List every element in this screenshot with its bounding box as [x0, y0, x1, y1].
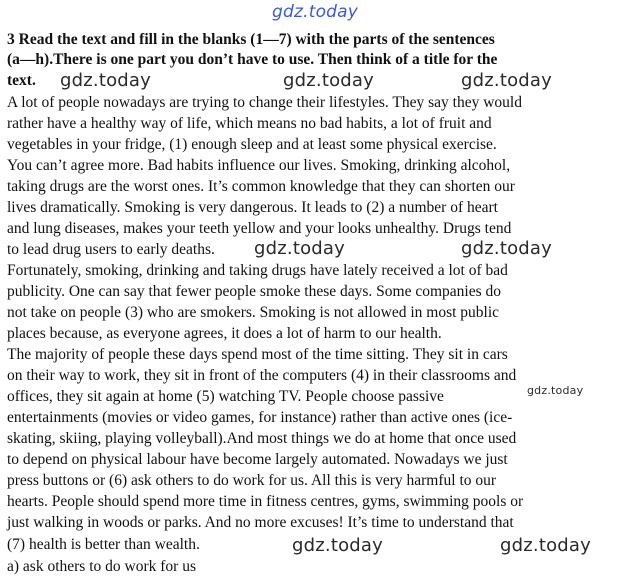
watermark: gdz.today [254, 238, 346, 259]
passage-line: lives dramatically. Smoking is very dangerous. It leads to (2) a number of heart [7, 199, 498, 216]
passage-line: hearts. People should spend more time in fitness centres, gyms, swimming pools or [7, 493, 524, 510]
passage-line: The majority of people these days spend most of the time sitting. They sit in cars [7, 346, 508, 363]
passage-line: Fortunately, smoking, drinking and taking drugs have lately received a lot of bad [7, 262, 508, 279]
watermark: gdz.today [461, 70, 553, 91]
passage-line: press buttons or (6) ask others to do work for us. All this is very harmful to our [7, 472, 497, 489]
passage-line: not take on people (3) who are smokers. Smoking is not allowed in most public [7, 304, 500, 321]
passage-line: offices, they sit again at home (5) watching TV. People choose passive [7, 388, 444, 405]
watermark: gdz.today [500, 535, 592, 556]
watermark: gdz.today [527, 384, 584, 397]
watermark: gdz.today [60, 70, 152, 91]
watermark: gdz.today [283, 70, 375, 91]
passage-line: and lung diseases, makes your teeth yellow and your looks unhealthy. Drugs tend [7, 220, 512, 237]
watermark: gdz.today [461, 238, 553, 259]
passage-line: publicity. One can say that fewer people smoke these days. Some companies do [7, 283, 501, 300]
passage-line: entertainments (movies or video games, for instance) rather than active ones (ice- [7, 409, 513, 426]
passage-line: rather have a healthy way of life, which means no bad habits, a lot of fruit and [7, 115, 492, 132]
passage-line: to lead drug users to early deaths. [7, 241, 215, 258]
passage-line: A lot of people nowadays are trying to change their lifestyles. They say they would [7, 94, 522, 111]
heading-line-3: text. [7, 72, 36, 89]
watermark-top: gdz.today [272, 2, 359, 22]
answer-option-a: a) ask others to do work for us [7, 558, 196, 575]
passage-line: You can’t agree more. Bad habits influence our lives. Smoking, drinking alcohol, [7, 157, 511, 174]
passage-line: skating, skiing, playing volleyball).And most things we do at home that once used [7, 430, 517, 447]
passage-line: to depend on physical labour have become largely automated. Nowadays we just [7, 451, 508, 468]
heading-line-2: (a—h).There is one part you don’t have to use. Then think of a title for the [7, 51, 498, 68]
passage-line: just walking in woods or parks. And no more excuses! It’s time to understand that [7, 514, 514, 531]
watermark: gdz.today [292, 535, 384, 556]
passage-line: places because, as everyone agrees, it does a lot of harm to our health. [7, 325, 442, 342]
heading-line-1: 3 Read the text and fill in the blanks (1—7) with the parts of the sentences [7, 31, 495, 48]
passage-line: (7) health is better than wealth. [7, 536, 200, 553]
passage-line: taking drugs are the worst ones. It’s common knowledge that they can shorten our [7, 178, 515, 195]
passage-line: on their way to work, they sit in front of the computers (4) in their classrooms and [7, 367, 517, 384]
passage-line: vegetables in your fridge, (1) enough sleep and at least some physical exercise. [7, 136, 497, 153]
